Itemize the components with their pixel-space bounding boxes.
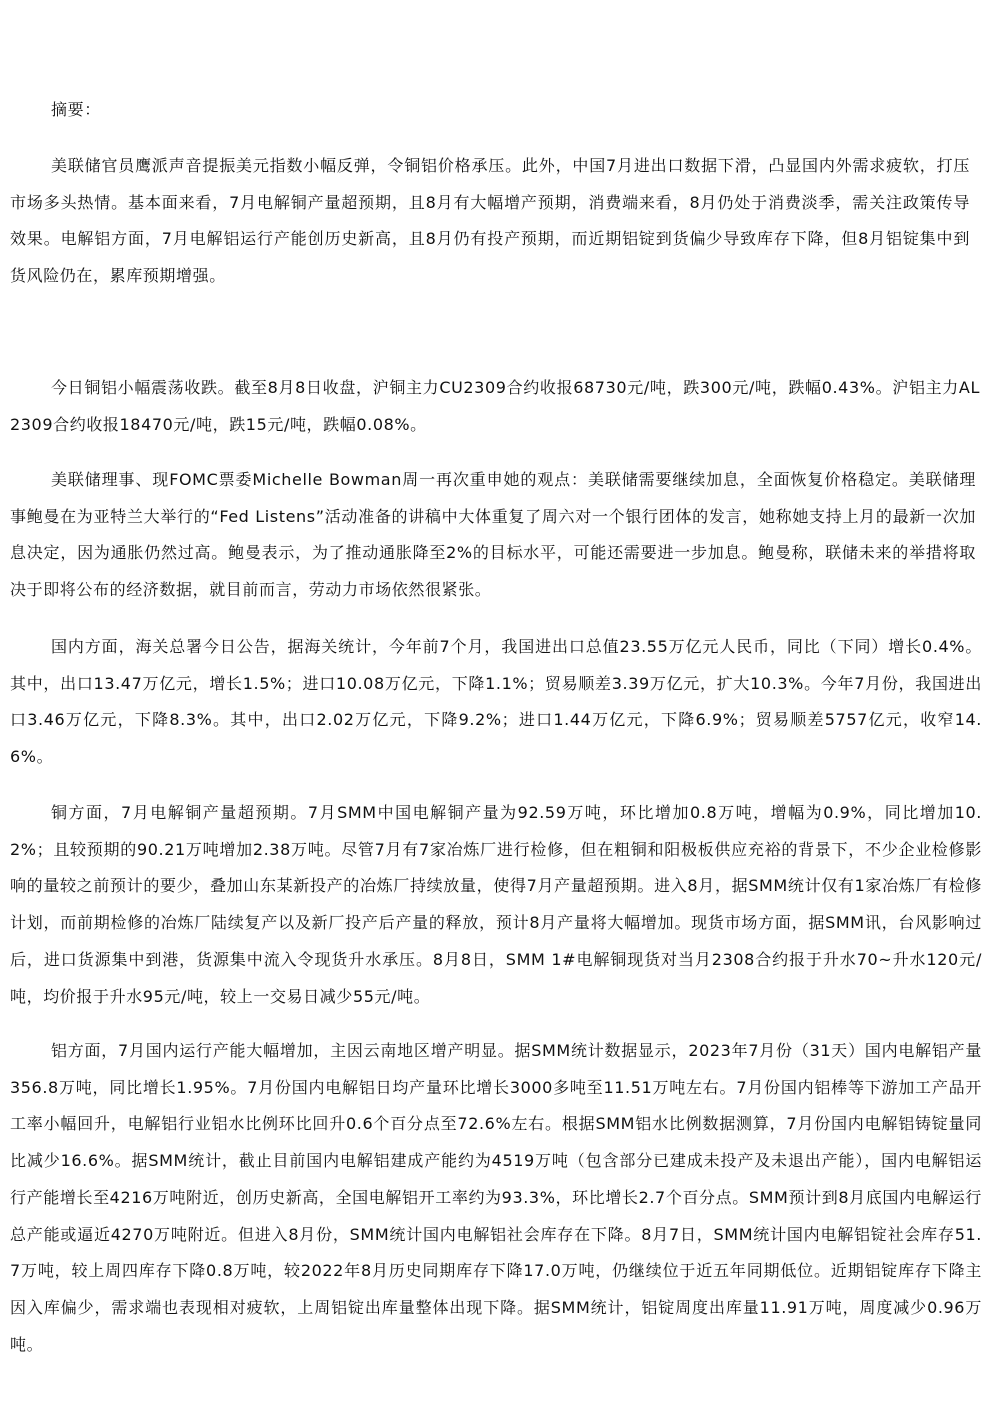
summary-paragraph: 美联储官员鹰派声音提振美元指数小幅反弹，令铜铝价格承压。此外，中国7月进出口数据下滑，凸显国内外需求疲软，打压市场多头热情。基本面来看，7月电解铜产量超预期，且8月有大幅增产预期，消费端来看，8月仍处于消费淡季，需关注政策传导效果。电解铝方面，7月电解铝运行产能创历史新高，且8月仍有投产预期，而近期铝锭到货偏少导致库存下降，但8月铝锭集中到货风险仍在，累库预期增强。 <box>10 156 970 286</box>
fed-policy-paragraph: 美联储理事、现FOMC票委Michelle Bowman周一再次重申她的观点：美联储需要继续加息，全面恢复价格稳定。美联储理事鲍曼在为亚特兰大举行的“Fed Listens”活动准备的讲稿中大体重复了周六对一个银行团体的发言，她称她支持上月的最新一次加息决定，因为通胀仍然过高。鲍曼表示，为了推动通胀降至2%的目标水平，可能还需要进一步加息。鲍曼称，联储未来的举措将取决于即将公布的经济数据，就目前而言，劳动力市场依然很紧张。 <box>10 470 976 600</box>
aluminum-paragraph: 铝方面，7月国内运行产能大幅增加，主因云南地区增产明显。据SMM统计数据显示，2023年7月份（31天）国内电解铝产量356.8万吨，同比增长1.95%。7月份国内电解铝日均产量环比增长3000多吨至11.51万吨左右。7月份国内铝棒等下游加工产品开工率小幅回升，电解铝行业铝水比例环比回升0.6个百分点至72.6%左右。根据SMM铝水比例数据测算，7月份国内电解铝铸锭量同比减少16.6%。据SMM统计，截止目前国内电解铝建成产能约为4519万吨（包含部分已建成未投产及未退出产能），国内电解铝运行产能增长至4216万吨附近，创历史新高，全国电解铝开工率约为93.3%，环比增长2.7个百分点。SMM预计到8月底国内电解运行总产能或逼近4270万吨附近。但进入8月份，SMM统计国内电解铝社会库存在下降。8月7日，SMM统计国内电解铝锭社会库存51.7万吨，较上周四库存下降0.8万吨，较2022年8月历史同期库存下降17.0万吨，仍继续位于近五年同期低位。近期铝锭库存下降主因入库偏少，需求端也表现相对疲软，上周铝锭出库量整体出现下降。据SMM统计，铝锭周度出库量11.91万吨，周度减少0.96万吨。 <box>10 1041 982 1354</box>
copper-paragraph: 铜方面，7月电解铜产量超预期。7月SMM中国电解铜产量为92.59万吨，环比增加0.8万吨，增幅为0.9%，同比增加10.2%；且较预期的90.21万吨增加2.38万吨。尽管7月有7家冶炼厂进行检修，但在粗铜和阳极板供应充裕的背景下，不少企业检修影响的量较之前预计的要少，叠加山东某新投产的冶炼厂持续放量，使得7月产量超预期。进入8月，据SMM统计仅有1家冶炼厂有检修计划，而前期检修的冶炼厂陆续复产以及新厂投产后产量的释放，预计8月产量将大幅增加。现货市场方面，据SMM讯，台风影响过后，进口货源集中到港，货源集中流入令现货升水承压。8月8日，SMM 1#电解铜现货对当月2308合约报于升水70~升水120元/吨，均价报于升水95元/吨，较上一交易日减少55元/吨。 <box>10 803 982 1006</box>
china-trade-paragraph: 国内方面，海关总署今日公告，据海关统计，今年前7个月，我国进出口总值23.55万亿元人民币，同比（下同）增长0.4%。其中，出口13.47万亿元，增长1.5%；进口10.08万亿元，下降1.1%；贸易顺差3.39万亿元，扩大10.3%。今年7月份，我国进出口3.46万亿元，下降8.3%。其中，出口2.02万亿元，下降9.2%；进口1.44万亿元，下降6.9%；贸易顺差5757亿元，收窄14.6%。 <box>10 637 982 767</box>
market-close-paragraph: 今日铜铝小幅震荡收跌。截至8月8日收盘，沪铜主力CU2309合约收报68730元/吨，跌300元/吨，跌幅0.43%。沪铝主力AL2309合约收报18470元/吨，跌15元/吨，跌幅0.08%。 <box>10 378 980 434</box>
summary-heading: 摘要： <box>51 100 101 119</box>
